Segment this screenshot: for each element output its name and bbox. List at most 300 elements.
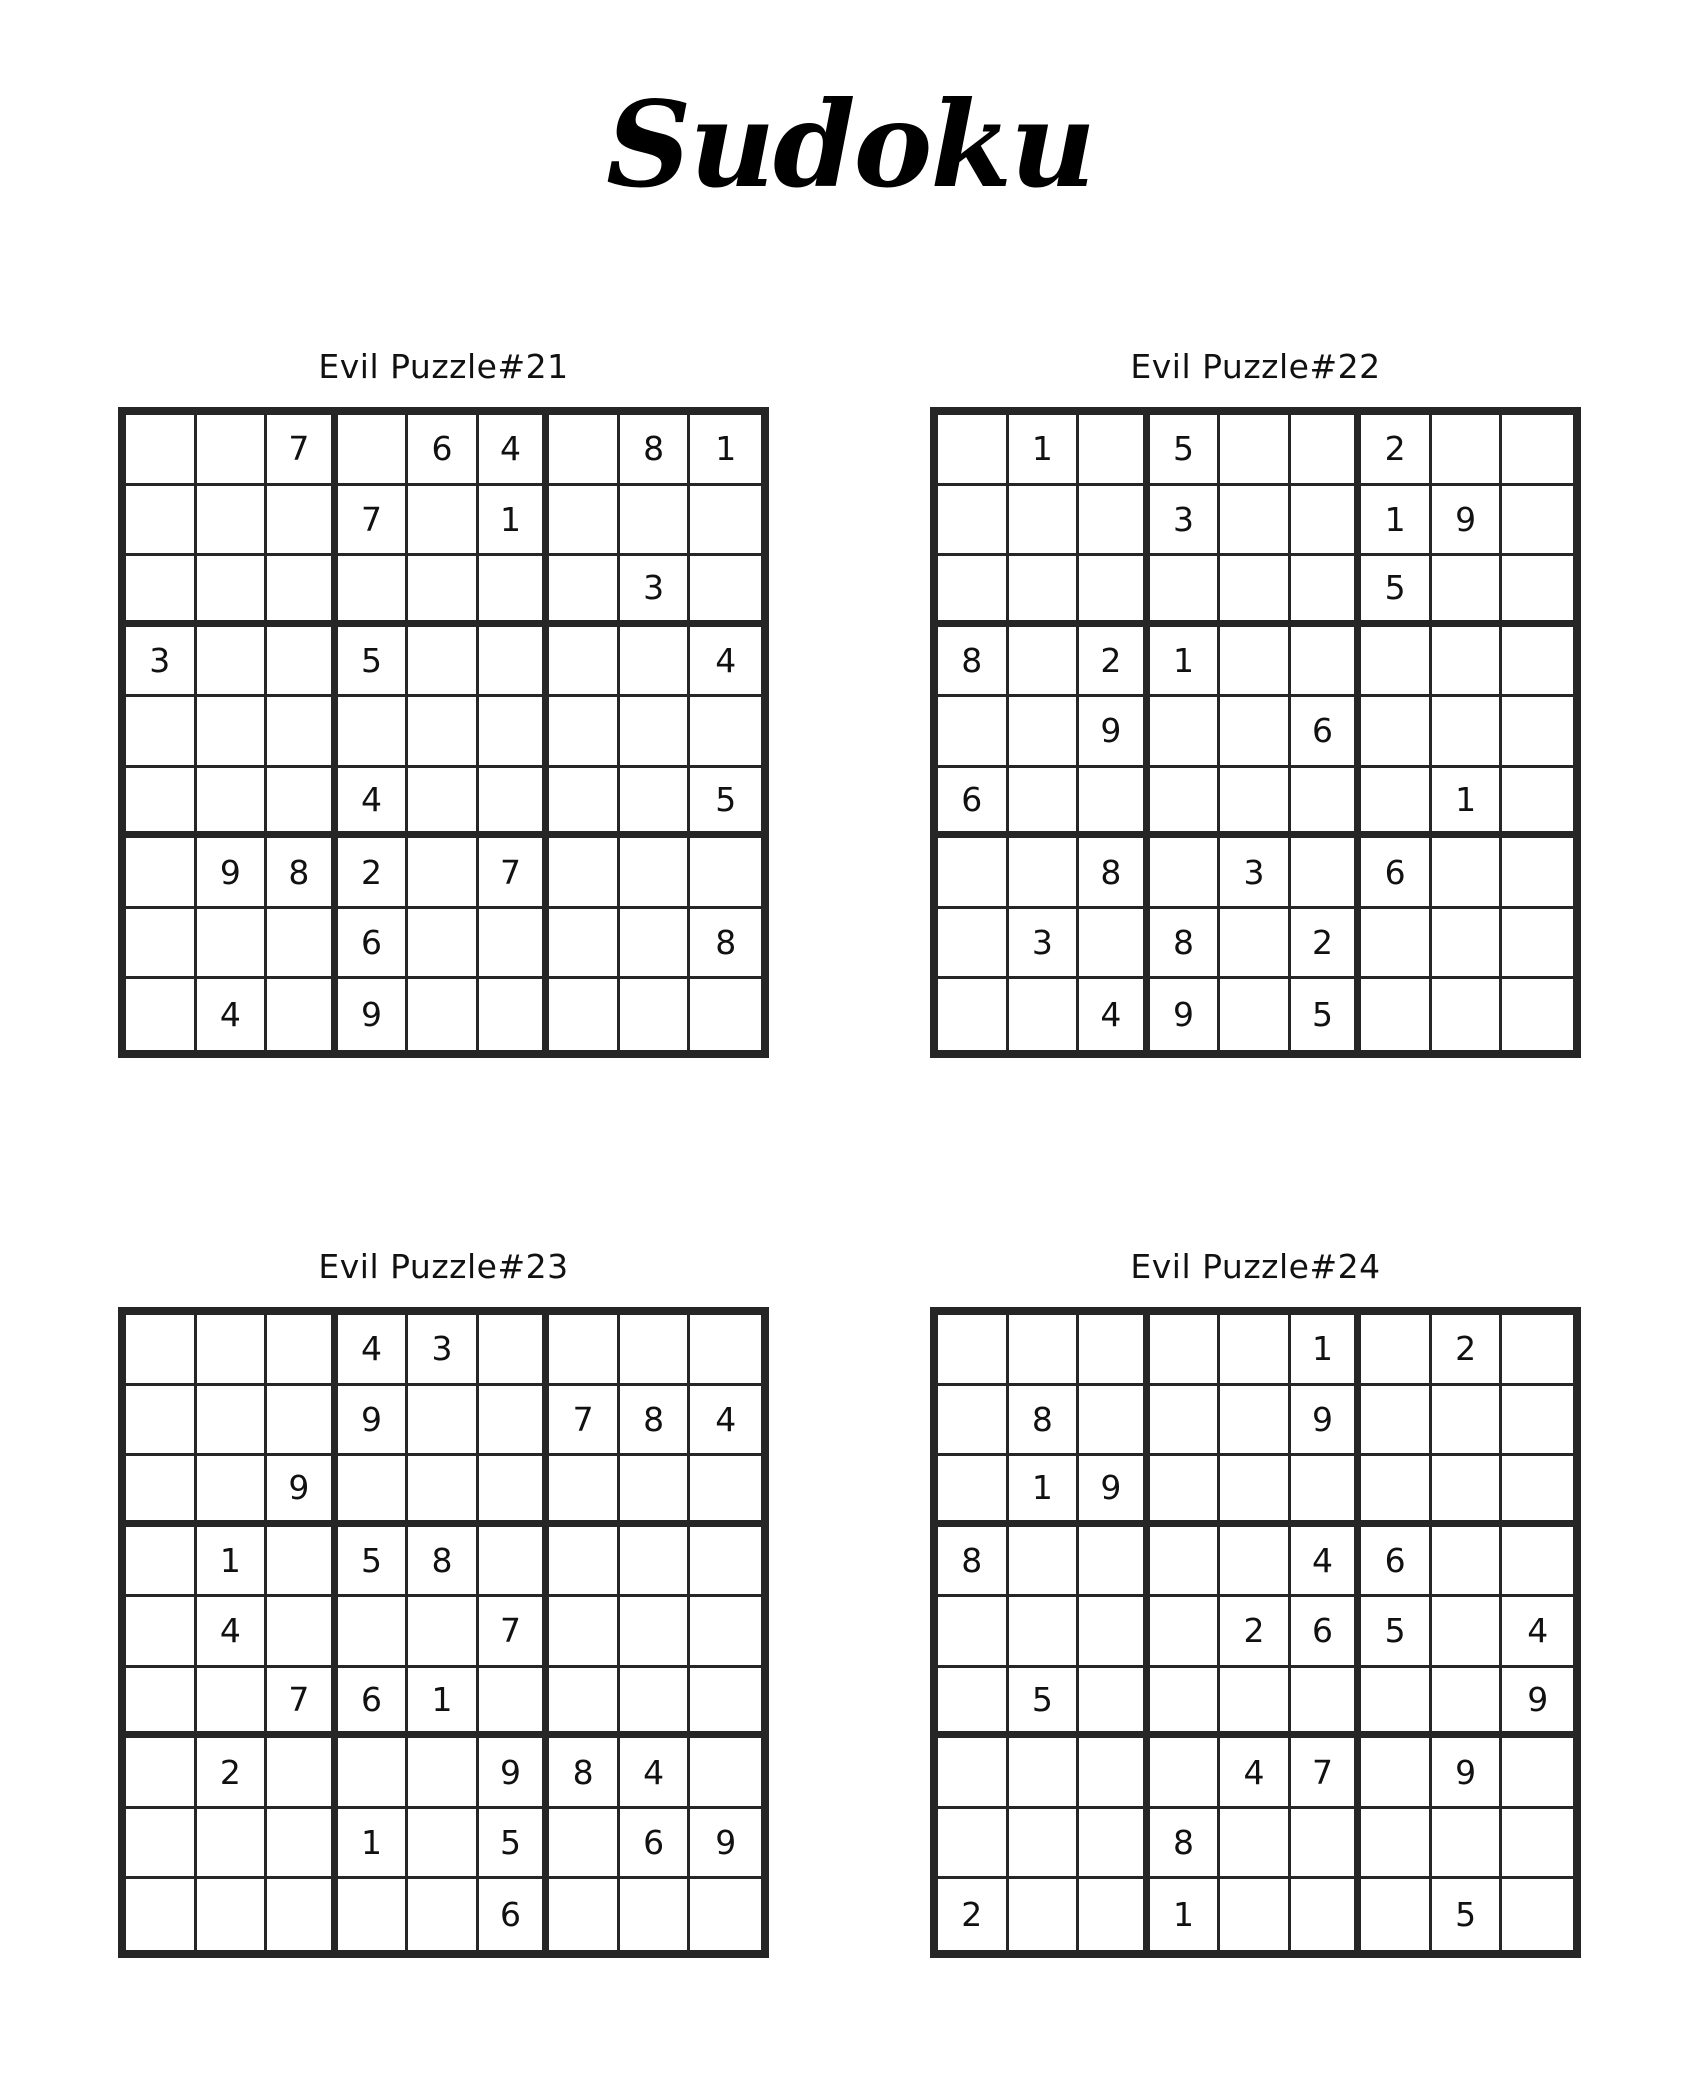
sudoku-cell: 9 bbox=[479, 1738, 550, 1809]
sudoku-cell bbox=[267, 1315, 338, 1386]
sudoku-cell: 9 bbox=[1079, 697, 1150, 768]
sudoku-cell bbox=[1009, 1597, 1080, 1668]
sudoku-cell: 8 bbox=[690, 909, 761, 980]
sudoku-cell bbox=[690, 1668, 761, 1739]
sudoku-cell: 6 bbox=[938, 768, 1009, 839]
sudoku-cell bbox=[1432, 627, 1503, 698]
sudoku-cell bbox=[1432, 1597, 1503, 1668]
sudoku-cell bbox=[938, 415, 1009, 486]
puzzle-title: Evil Puzzle#24 bbox=[1130, 1247, 1381, 1286]
sudoku-cell bbox=[1502, 697, 1573, 768]
sudoku-cell bbox=[1432, 1386, 1503, 1457]
sudoku-cell bbox=[690, 1597, 761, 1668]
sudoku-cell bbox=[267, 1527, 338, 1598]
sudoku-cell bbox=[1009, 1879, 1080, 1950]
sudoku-cell bbox=[1009, 1738, 1080, 1809]
sudoku-cell bbox=[1291, 1809, 1362, 1880]
sudoku-cell bbox=[549, 1668, 620, 1739]
sudoku-cell bbox=[126, 838, 197, 909]
sudoku-cell bbox=[1432, 1809, 1503, 1880]
sudoku-cell: 8 bbox=[267, 838, 338, 909]
sudoku-cell: 7 bbox=[338, 486, 409, 557]
sudoku-cell bbox=[197, 768, 268, 839]
sudoku-cell bbox=[126, 486, 197, 557]
sudoku-cell bbox=[408, 1879, 479, 1950]
sudoku-cell bbox=[1291, 486, 1362, 557]
sudoku-cell bbox=[197, 627, 268, 698]
sudoku-cell bbox=[1291, 627, 1362, 698]
sudoku-cell bbox=[1079, 1809, 1150, 1880]
sudoku-cell bbox=[938, 979, 1009, 1050]
sudoku-cell bbox=[1150, 1668, 1221, 1739]
sudoku-cell: 1 bbox=[1009, 1456, 1080, 1527]
sudoku-cell bbox=[1220, 1809, 1291, 1880]
sudoku-cell bbox=[197, 415, 268, 486]
sudoku-cell bbox=[408, 486, 479, 557]
sudoku-cell bbox=[1502, 1738, 1573, 1809]
sudoku-cell: 7 bbox=[267, 1668, 338, 1739]
sudoku-cell bbox=[549, 1315, 620, 1386]
sudoku-cell bbox=[1432, 1527, 1503, 1598]
page-title: Sudoku bbox=[606, 75, 1094, 214]
sudoku-cell bbox=[938, 1456, 1009, 1527]
sudoku-cell bbox=[267, 486, 338, 557]
sudoku-cell bbox=[1079, 1738, 1150, 1809]
sudoku-cell: 2 bbox=[1079, 627, 1150, 698]
sudoku-cell bbox=[1220, 1456, 1291, 1527]
sudoku-cell bbox=[267, 768, 338, 839]
sudoku-cell bbox=[1432, 697, 1503, 768]
sudoku-cell bbox=[479, 768, 550, 839]
sudoku-cell: 5 bbox=[1150, 415, 1221, 486]
sudoku-cell: 5 bbox=[338, 1527, 409, 1598]
sudoku-cell bbox=[938, 1738, 1009, 1809]
sudoku-cell bbox=[197, 1809, 268, 1880]
sudoku-cell bbox=[690, 1527, 761, 1598]
sudoku-cell bbox=[1079, 909, 1150, 980]
sudoku-cell: 5 bbox=[479, 1809, 550, 1880]
sudoku-cell bbox=[338, 697, 409, 768]
puzzle-title: Evil Puzzle#22 bbox=[1130, 347, 1381, 386]
sudoku-cell bbox=[338, 556, 409, 627]
sudoku-cell bbox=[479, 697, 550, 768]
sudoku-cell bbox=[1361, 627, 1432, 698]
sudoku-cell bbox=[1150, 768, 1221, 839]
sudoku-cell: 9 bbox=[1502, 1668, 1573, 1739]
sudoku-cell bbox=[267, 1597, 338, 1668]
sudoku-cell bbox=[126, 1456, 197, 1527]
sudoku-cell bbox=[408, 838, 479, 909]
sudoku-cell bbox=[1150, 1527, 1221, 1598]
sudoku-cell bbox=[549, 486, 620, 557]
sudoku-cell bbox=[408, 979, 479, 1050]
sudoku-cell bbox=[479, 1386, 550, 1457]
sudoku-cell bbox=[267, 979, 338, 1050]
sudoku-cell bbox=[1150, 1315, 1221, 1386]
sudoku-cell bbox=[126, 1597, 197, 1668]
sudoku-cell bbox=[549, 556, 620, 627]
sudoku-cell bbox=[620, 1527, 691, 1598]
sudoku-cell bbox=[1502, 627, 1573, 698]
sudoku-cell bbox=[620, 1315, 691, 1386]
sudoku-cell bbox=[549, 1597, 620, 1668]
sudoku-cell bbox=[1502, 1809, 1573, 1880]
sudoku-cell bbox=[549, 627, 620, 698]
sudoku-cell bbox=[267, 1386, 338, 1457]
sudoku-cell bbox=[126, 556, 197, 627]
sudoku-cell bbox=[408, 1809, 479, 1880]
sudoku-cell bbox=[1291, 838, 1362, 909]
sudoku-cell bbox=[690, 1456, 761, 1527]
sudoku-cell: 2 bbox=[1361, 415, 1432, 486]
sudoku-cell bbox=[1220, 1386, 1291, 1457]
sudoku-cell bbox=[1502, 415, 1573, 486]
sudoku-cell bbox=[267, 1879, 338, 1950]
sudoku-cell: 4 bbox=[690, 627, 761, 698]
sudoku-cell bbox=[1009, 627, 1080, 698]
sudoku-cell bbox=[1432, 415, 1503, 486]
sudoku-cell: 6 bbox=[1291, 697, 1362, 768]
sudoku-cell bbox=[938, 1809, 1009, 1880]
sudoku-cell: 9 bbox=[197, 838, 268, 909]
sudoku-cell: 8 bbox=[1150, 1809, 1221, 1880]
sudoku-cell bbox=[938, 1668, 1009, 1739]
sudoku-cell: 6 bbox=[1291, 1597, 1362, 1668]
sudoku-cell: 3 bbox=[1220, 838, 1291, 909]
sudoku-cell bbox=[1220, 415, 1291, 486]
sudoku-cell bbox=[126, 697, 197, 768]
sudoku-cell: 6 bbox=[338, 1668, 409, 1739]
sudoku-cell: 1 bbox=[1432, 768, 1503, 839]
sudoku-cell: 8 bbox=[938, 627, 1009, 698]
sudoku-cell bbox=[1502, 1315, 1573, 1386]
sudoku-cell bbox=[938, 1386, 1009, 1457]
sudoku-cell bbox=[267, 627, 338, 698]
sudoku-cell: 1 bbox=[1150, 1879, 1221, 1950]
sudoku-cell bbox=[1220, 697, 1291, 768]
sudoku-cell: 8 bbox=[620, 1386, 691, 1457]
sudoku-cell bbox=[1079, 1879, 1150, 1950]
sudoku-cell bbox=[620, 486, 691, 557]
sudoku-cell: 1 bbox=[1009, 415, 1080, 486]
sudoku-cell bbox=[338, 1456, 409, 1527]
sudoku-cell bbox=[1432, 1456, 1503, 1527]
sudoku-cell bbox=[690, 1738, 761, 1809]
sudoku-cell bbox=[549, 909, 620, 980]
sudoku-cell: 5 bbox=[1009, 1668, 1080, 1739]
sudoku-cell: 7 bbox=[479, 838, 550, 909]
sudoku-cell bbox=[1079, 1527, 1150, 1598]
sudoku-cell: 1 bbox=[338, 1809, 409, 1880]
sudoku-cell bbox=[408, 556, 479, 627]
sudoku-cell: 5 bbox=[1432, 1879, 1503, 1950]
sudoku-cell bbox=[690, 979, 761, 1050]
sudoku-cell: 2 bbox=[1432, 1315, 1503, 1386]
sudoku-cell bbox=[1150, 556, 1221, 627]
sudoku-cell: 9 bbox=[1432, 486, 1503, 557]
sudoku-cell bbox=[1079, 556, 1150, 627]
sudoku-cell: 6 bbox=[1361, 1527, 1432, 1598]
sudoku-cell bbox=[479, 1668, 550, 1739]
sudoku-cell bbox=[1502, 979, 1573, 1050]
sudoku-cell bbox=[690, 556, 761, 627]
sudoku-cell bbox=[1361, 697, 1432, 768]
sudoku-cell bbox=[1432, 909, 1503, 980]
sudoku-cell: 6 bbox=[338, 909, 409, 980]
sudoku-cell bbox=[1291, 1879, 1362, 1950]
sudoku-cell bbox=[197, 1315, 268, 1386]
sudoku-cell bbox=[197, 1456, 268, 1527]
sudoku-cell bbox=[1502, 768, 1573, 839]
sudoku-cell bbox=[1079, 1597, 1150, 1668]
sudoku-cell bbox=[620, 1456, 691, 1527]
sudoku-cell: 3 bbox=[620, 556, 691, 627]
sudoku-cell bbox=[1220, 556, 1291, 627]
sudoku-cell: 1 bbox=[1291, 1315, 1362, 1386]
sudoku-cell bbox=[408, 697, 479, 768]
sudoku-cell bbox=[408, 1738, 479, 1809]
sudoku-cell bbox=[690, 697, 761, 768]
sudoku-cell bbox=[1009, 979, 1080, 1050]
sudoku-cell bbox=[1502, 1386, 1573, 1457]
sudoku-cell bbox=[126, 1386, 197, 1457]
sudoku-cell: 4 bbox=[1291, 1527, 1362, 1598]
sudoku-cell bbox=[197, 556, 268, 627]
sudoku-cell bbox=[1361, 768, 1432, 839]
sudoku-cell bbox=[1009, 1315, 1080, 1386]
sudoku-cell bbox=[1220, 909, 1291, 980]
sudoku-cell bbox=[1361, 1456, 1432, 1527]
sudoku-cell bbox=[620, 627, 691, 698]
sudoku-cell: 3 bbox=[1009, 909, 1080, 980]
sudoku-cell bbox=[620, 1879, 691, 1950]
sudoku-cell bbox=[1361, 979, 1432, 1050]
sudoku-cell: 1 bbox=[1150, 627, 1221, 698]
sudoku-cell: 1 bbox=[1361, 486, 1432, 557]
sudoku-grid bbox=[930, 407, 1581, 1058]
sudoku-cell bbox=[1502, 838, 1573, 909]
sudoku-cell: 4 bbox=[479, 415, 550, 486]
sudoku-cell: 1 bbox=[690, 415, 761, 486]
sudoku-cell bbox=[1361, 1315, 1432, 1386]
sudoku-cell bbox=[267, 556, 338, 627]
sudoku-cell bbox=[126, 979, 197, 1050]
sudoku-cell bbox=[1009, 486, 1080, 557]
sudoku-cell bbox=[938, 1315, 1009, 1386]
sudoku-cell bbox=[690, 1879, 761, 1950]
sudoku-cell bbox=[620, 1597, 691, 1668]
sudoku-cell bbox=[1432, 1668, 1503, 1739]
sudoku-cell: 9 bbox=[1432, 1738, 1503, 1809]
sudoku-cell bbox=[938, 909, 1009, 980]
sudoku-cell bbox=[126, 1809, 197, 1880]
sudoku-cell bbox=[1009, 556, 1080, 627]
sudoku-cell: 4 bbox=[1502, 1597, 1573, 1668]
sudoku-cell bbox=[620, 838, 691, 909]
sudoku-cell: 2 bbox=[338, 838, 409, 909]
sudoku-cell: 5 bbox=[1291, 979, 1362, 1050]
sudoku-cell bbox=[267, 1738, 338, 1809]
sudoku-cell bbox=[1220, 1879, 1291, 1950]
sudoku-cell: 6 bbox=[408, 415, 479, 486]
sudoku-cell: 6 bbox=[1361, 838, 1432, 909]
sudoku-cell bbox=[1361, 1668, 1432, 1739]
sudoku-cell: 9 bbox=[338, 1386, 409, 1457]
sudoku-cell bbox=[479, 1456, 550, 1527]
sudoku-cell bbox=[1361, 1879, 1432, 1950]
sudoku-cell bbox=[1150, 1456, 1221, 1527]
sudoku-cell bbox=[126, 1315, 197, 1386]
sudoku-cell: 8 bbox=[620, 415, 691, 486]
sudoku-cell bbox=[1079, 1315, 1150, 1386]
sudoku-cell bbox=[338, 415, 409, 486]
sudoku-cell: 9 bbox=[1150, 979, 1221, 1050]
sudoku-cell bbox=[549, 415, 620, 486]
sudoku-cell: 8 bbox=[1009, 1386, 1080, 1457]
sudoku-cell bbox=[1502, 909, 1573, 980]
sudoku-cell bbox=[549, 1527, 620, 1598]
sudoku-cell: 2 bbox=[1291, 909, 1362, 980]
sudoku-cell bbox=[197, 697, 268, 768]
sudoku-cell: 3 bbox=[408, 1315, 479, 1386]
sudoku-cell: 9 bbox=[1079, 1456, 1150, 1527]
sudoku-cell bbox=[1502, 1456, 1573, 1527]
sudoku-cell: 1 bbox=[197, 1527, 268, 1598]
sudoku-cell: 2 bbox=[938, 1879, 1009, 1950]
sudoku-cell: 4 bbox=[1079, 979, 1150, 1050]
sudoku-cell: 8 bbox=[938, 1527, 1009, 1598]
sudoku-cell bbox=[549, 1809, 620, 1880]
sudoku-cell bbox=[267, 1809, 338, 1880]
sudoku-cell: 4 bbox=[690, 1386, 761, 1457]
sudoku-cell bbox=[938, 556, 1009, 627]
sudoku-cell: 4 bbox=[1220, 1738, 1291, 1809]
sudoku-cell bbox=[126, 1527, 197, 1598]
sudoku-cell: 9 bbox=[690, 1809, 761, 1880]
sudoku-cell bbox=[197, 1879, 268, 1950]
sudoku-cell bbox=[126, 1738, 197, 1809]
sudoku-cell bbox=[1220, 627, 1291, 698]
sudoku-cell: 8 bbox=[408, 1527, 479, 1598]
sudoku-cell: 4 bbox=[338, 1315, 409, 1386]
sudoku-cell bbox=[549, 768, 620, 839]
sudoku-cell bbox=[408, 768, 479, 839]
sudoku-cell bbox=[479, 627, 550, 698]
sudoku-cell bbox=[1432, 556, 1503, 627]
sudoku-cell bbox=[126, 415, 197, 486]
sudoku-cell: 5 bbox=[1361, 556, 1432, 627]
sudoku-cell bbox=[690, 486, 761, 557]
sudoku-cell bbox=[408, 909, 479, 980]
sudoku-cell bbox=[1009, 1809, 1080, 1880]
sudoku-cell bbox=[338, 1597, 409, 1668]
sudoku-cell: 7 bbox=[479, 1597, 550, 1668]
sudoku-cell bbox=[1079, 768, 1150, 839]
sudoku-cell bbox=[549, 697, 620, 768]
sudoku-cell bbox=[1150, 697, 1221, 768]
sudoku-cell: 4 bbox=[197, 1597, 268, 1668]
sudoku-cell bbox=[1009, 697, 1080, 768]
sudoku-cell: 7 bbox=[1291, 1738, 1362, 1809]
sudoku-cell: 4 bbox=[620, 1738, 691, 1809]
sudoku-cell bbox=[197, 1668, 268, 1739]
sudoku-cell bbox=[126, 768, 197, 839]
sudoku-cell bbox=[479, 979, 550, 1050]
sudoku-cell bbox=[938, 838, 1009, 909]
sudoku-cell bbox=[1009, 838, 1080, 909]
sudoku-cell bbox=[1150, 838, 1221, 909]
sudoku-cell: 5 bbox=[338, 627, 409, 698]
sudoku-cell: 6 bbox=[620, 1809, 691, 1880]
sudoku-cell bbox=[1220, 1315, 1291, 1386]
sudoku-cell bbox=[408, 1386, 479, 1457]
sudoku-cell: 9 bbox=[338, 979, 409, 1050]
sudoku-cell bbox=[620, 909, 691, 980]
sudoku-grid bbox=[118, 1307, 769, 1958]
sudoku-cell bbox=[1291, 768, 1362, 839]
sudoku-cell bbox=[1220, 1668, 1291, 1739]
sudoku-cell bbox=[267, 909, 338, 980]
sudoku-cell bbox=[1220, 486, 1291, 557]
sudoku-cell bbox=[1079, 1386, 1150, 1457]
sudoku-grid bbox=[118, 407, 769, 1058]
sudoku-cell bbox=[1432, 979, 1503, 1050]
sudoku-cell bbox=[197, 486, 268, 557]
sudoku-cell: 4 bbox=[197, 979, 268, 1050]
sudoku-cell: 9 bbox=[1291, 1386, 1362, 1457]
sudoku-cell bbox=[1361, 909, 1432, 980]
sudoku-cell bbox=[549, 838, 620, 909]
sudoku-cell bbox=[126, 909, 197, 980]
sudoku-cell: 2 bbox=[197, 1738, 268, 1809]
sudoku-cell bbox=[549, 1456, 620, 1527]
sudoku-cell: 5 bbox=[1361, 1597, 1432, 1668]
sudoku-cell bbox=[338, 1738, 409, 1809]
sudoku-cell bbox=[1220, 768, 1291, 839]
sudoku-cell bbox=[1291, 415, 1362, 486]
sudoku-cell bbox=[1150, 1386, 1221, 1457]
sudoku-cell bbox=[690, 1315, 761, 1386]
sudoku-cell bbox=[1079, 486, 1150, 557]
sudoku-cell bbox=[1361, 1386, 1432, 1457]
sudoku-cell bbox=[620, 697, 691, 768]
sudoku-cell: 3 bbox=[1150, 486, 1221, 557]
sudoku-cell bbox=[620, 768, 691, 839]
sudoku-cell: 3 bbox=[126, 627, 197, 698]
sudoku-cell bbox=[408, 627, 479, 698]
sudoku-cell: 2 bbox=[1220, 1597, 1291, 1668]
sudoku-cell: 1 bbox=[408, 1668, 479, 1739]
sudoku-cell bbox=[126, 1879, 197, 1950]
sudoku-cell bbox=[1361, 1809, 1432, 1880]
sudoku-cell bbox=[479, 556, 550, 627]
sudoku-cell bbox=[549, 979, 620, 1050]
sudoku-cell bbox=[1009, 768, 1080, 839]
sudoku-cell bbox=[1502, 1879, 1573, 1950]
sudoku-cell bbox=[1291, 556, 1362, 627]
sudoku-cell bbox=[938, 697, 1009, 768]
sudoku-cell bbox=[938, 1597, 1009, 1668]
sudoku-cell bbox=[1432, 838, 1503, 909]
sudoku-cell bbox=[126, 1668, 197, 1739]
sudoku-cell: 8 bbox=[549, 1738, 620, 1809]
sudoku-cell bbox=[1079, 1668, 1150, 1739]
sudoku-cell: 8 bbox=[1079, 838, 1150, 909]
sudoku-cell bbox=[1220, 979, 1291, 1050]
sudoku-cell bbox=[938, 486, 1009, 557]
sudoku-cell bbox=[338, 1879, 409, 1950]
sudoku-cell: 4 bbox=[338, 768, 409, 839]
